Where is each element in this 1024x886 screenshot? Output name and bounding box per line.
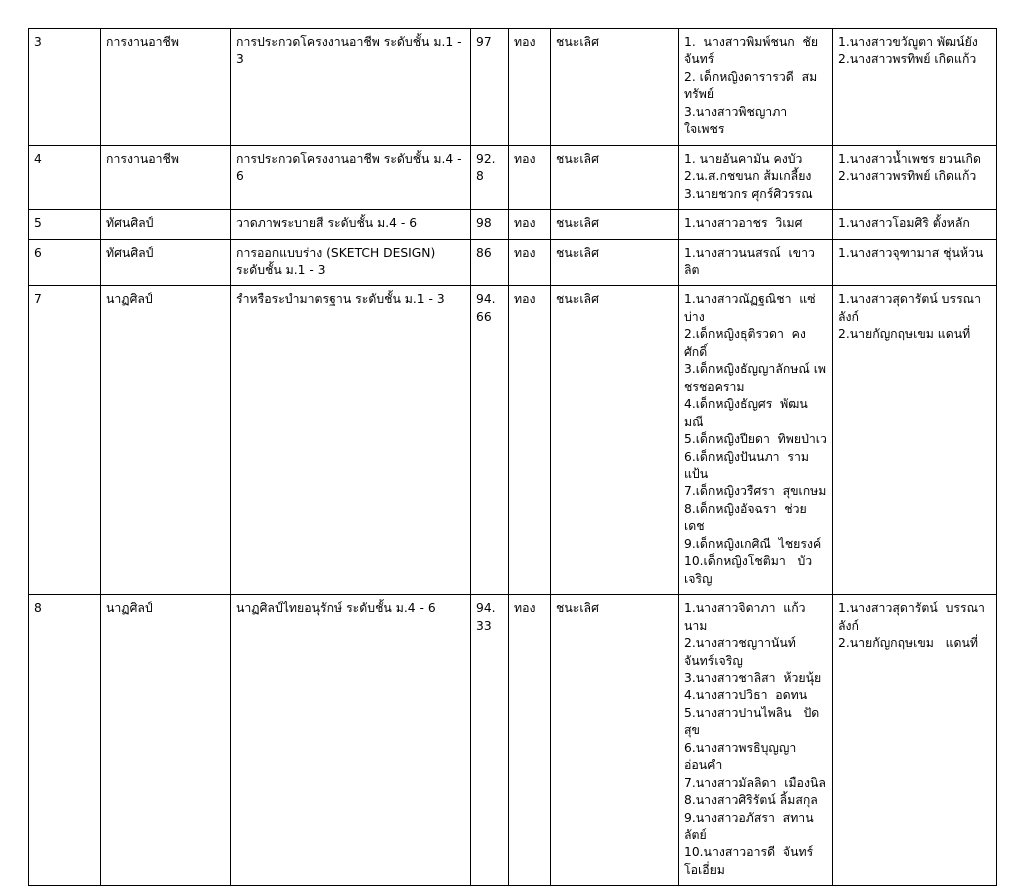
cell-award: ชนะเลิศ: [551, 145, 679, 209]
cell-title: การประกวดโครงงานอาชีพ ระดับชั้น ม.1 - 3: [231, 29, 471, 146]
student-name: 8.เด็กหญิงอัจฉรา ช่วยเดช: [684, 501, 807, 534]
teacher-name: 1.นางสาวน้ำเพชร ยวนเกิด: [838, 151, 981, 166]
cell-medal: ทอง: [509, 595, 551, 886]
student-name: 5.เด็กหญิงปียดา ทิพยป่าเว: [684, 432, 827, 447]
cell-score: 98: [471, 210, 509, 239]
student-name: 4.เด็กหญิงธัญศร พัฒนมณี: [684, 397, 808, 429]
cell-award: ชนะเลิศ: [551, 29, 679, 146]
student-name: 7.เด็กหญิงวรืศรา สุขเกษม: [684, 484, 827, 499]
student-name: 8.นางสาวศิริรัตน์ ลิ้มสกุล: [684, 793, 818, 808]
cell-no: 4: [29, 145, 101, 209]
cell-award: ชนะเลิศ: [551, 239, 679, 286]
cell-no: 7: [29, 286, 101, 595]
student-name: 1.นางสาวอาชร วิเมศ: [684, 216, 803, 231]
cell-title: นาฏศิลป์ไทยอนุรักษ์ ระดับชั้น ม.4 - 6: [231, 595, 471, 886]
cell-teachers: [833, 595, 997, 886]
cell-category: ทัศนศิลป์: [101, 239, 231, 286]
cell-teachers: [833, 29, 997, 146]
cell-no: 3: [29, 29, 101, 146]
cell-no: 5: [29, 210, 101, 239]
cell-score: 94.33: [471, 595, 509, 886]
cell-teachers: [833, 286, 997, 595]
student-name: 2.เด็กหญิงธุติรวดา คงศักดิ์: [684, 327, 806, 359]
table-row: [29, 239, 997, 286]
cell-score: 86: [471, 239, 509, 286]
student-name: 2.น.ส.กชขนก ส้มเกลี้ยง: [684, 169, 812, 184]
cell-students: [679, 145, 833, 209]
cell-award: ชนะเลิศ: [551, 286, 679, 595]
cell-score: 92.8: [471, 145, 509, 209]
student-name: 3.เด็กหญิงธัญญาลักษณ์ เพชรชอคราม: [684, 362, 827, 394]
student-name: 9.เด็กหญิงเกศิณี ไชยรงค์: [684, 536, 822, 551]
cell-category: การงานอาชีพ: [101, 145, 231, 209]
student-name: 3.นายชวกร ศุกร์ศิวรรณ: [684, 186, 813, 201]
student-name: 1. นายอันคามัน คงบัว: [684, 151, 803, 166]
student-name: 3.นางสาวชาลิสา ห้วยนุ้ย: [684, 670, 822, 685]
cell-students: [679, 286, 833, 595]
cell-score: 97: [471, 29, 509, 146]
teacher-name: 2.นายกัญกฤษเขม แดนที่: [838, 327, 971, 342]
student-name: 2.นางสาวชญาานันท์ จันทร์เจริญ: [684, 636, 804, 668]
cell-category: ทัศนศิลป์: [101, 210, 231, 239]
teacher-name: 2.นางสาวพรทิพย์ เกิดแก้ว: [838, 52, 977, 67]
cell-medal: ทอง: [509, 286, 551, 595]
student-name: 6.นางสาวพรธิบุญญา อ่อนคำ: [684, 740, 805, 773]
student-name: 9.นางสาวอภัสรา สทานลัตย์: [684, 810, 814, 843]
cell-teachers: [833, 239, 997, 286]
table-row: [29, 210, 997, 239]
cell-category: นาฏศิลป์: [101, 595, 231, 886]
student-name: 1.นางสาวณัฏฐณิชา แซ่บ่าง: [684, 292, 816, 324]
teacher-name: 1.นางสาวสุดารัตน์ บรรณาลังก์: [838, 601, 985, 633]
cell-students: [679, 210, 833, 239]
cell-score: 94.66: [471, 286, 509, 595]
student-name: 7.นางสาวมัลลิดา เมืองนิล: [684, 775, 826, 790]
cell-title: รำหรือระบำมาตรฐาน ระดับชั้น ม.1 - 3: [231, 286, 471, 595]
results-table-container: [28, 28, 996, 886]
table-body: [29, 29, 997, 886]
table-row: [29, 145, 997, 209]
cell-medal: ทอง: [509, 210, 551, 239]
cell-award: ชนะเลิศ: [551, 210, 679, 239]
cell-students: [679, 239, 833, 286]
cell-teachers: [833, 145, 997, 209]
teacher-name: 2.นายกัญกฤษเขม แดนที่: [838, 636, 979, 651]
student-name: 6.เด็กหญิงปันนภา รามแป้น: [684, 449, 810, 481]
competition-results-table: [28, 28, 997, 886]
student-name: 3.นางสาวพิชญาภา ใจเพชร: [684, 104, 796, 137]
student-name: 4.นางสาวปวิธา อดทน: [684, 688, 808, 703]
teacher-name: 1.นางสาวสุดารัตน์ บรรณาลังก์: [838, 292, 981, 324]
cell-teachers: [833, 210, 997, 239]
cell-category: การงานอาชีพ: [101, 29, 231, 146]
table-row: [29, 286, 997, 595]
cell-no: 6: [29, 239, 101, 286]
cell-category: นาฏศิลป์: [101, 286, 231, 595]
student-name: 10.เด็กหญิงโชติมา บัวเจริญ: [684, 554, 813, 586]
cell-medal: ทอง: [509, 239, 551, 286]
student-name: 2. เด็กหญิงดารารวดี สมทรัพย์: [684, 69, 818, 102]
teacher-name: 1.นางสาวขวัญูตา พัฒน์ยัง: [838, 35, 978, 49]
cell-medal: ทอง: [509, 145, 551, 209]
cell-medal: ทอง: [509, 29, 551, 146]
teacher-name: 1.นางสาวโอมศิริ ตั้งหลัก: [838, 216, 970, 231]
student-name: 1. นางสาวพิมพ์ชนก ชัยจันทร์: [684, 35, 819, 67]
cell-title: การประกวดโครงงานอาชีพ ระดับชั้น ม.4 - 6: [231, 145, 471, 209]
student-name: 1.นางสาวนนสรณ์ เขาวลิต: [684, 245, 815, 277]
table-row: [29, 595, 997, 886]
cell-title: วาดภาพระบายสี ระดับชั้น ม.4 - 6: [231, 210, 471, 239]
student-name: 5.นางสาวปานไพลิน ปัดสุข: [684, 705, 820, 738]
teacher-name: 1.นางสาวจุฑามาส ชุ่นห้วน: [838, 245, 984, 260]
student-name: 10.นางสาวอารดี จันทร์โอเอี่ยม: [684, 845, 814, 877]
cell-students: [679, 29, 833, 146]
cell-award: ชนะเลิศ: [551, 595, 679, 886]
student-name: 1.นางสาวจิดาภา แก้วนาม: [684, 601, 806, 633]
cell-no: 8: [29, 595, 101, 886]
cell-students: [679, 595, 833, 886]
teacher-name: 2.นางสาวพรทิพย์ เกิดแก้ว: [838, 169, 977, 184]
cell-title: การออกแบบร่าง (SKETCH DESIGN) ระดับชั้น ม.1 - 3: [231, 239, 471, 286]
table-row: [29, 29, 997, 146]
